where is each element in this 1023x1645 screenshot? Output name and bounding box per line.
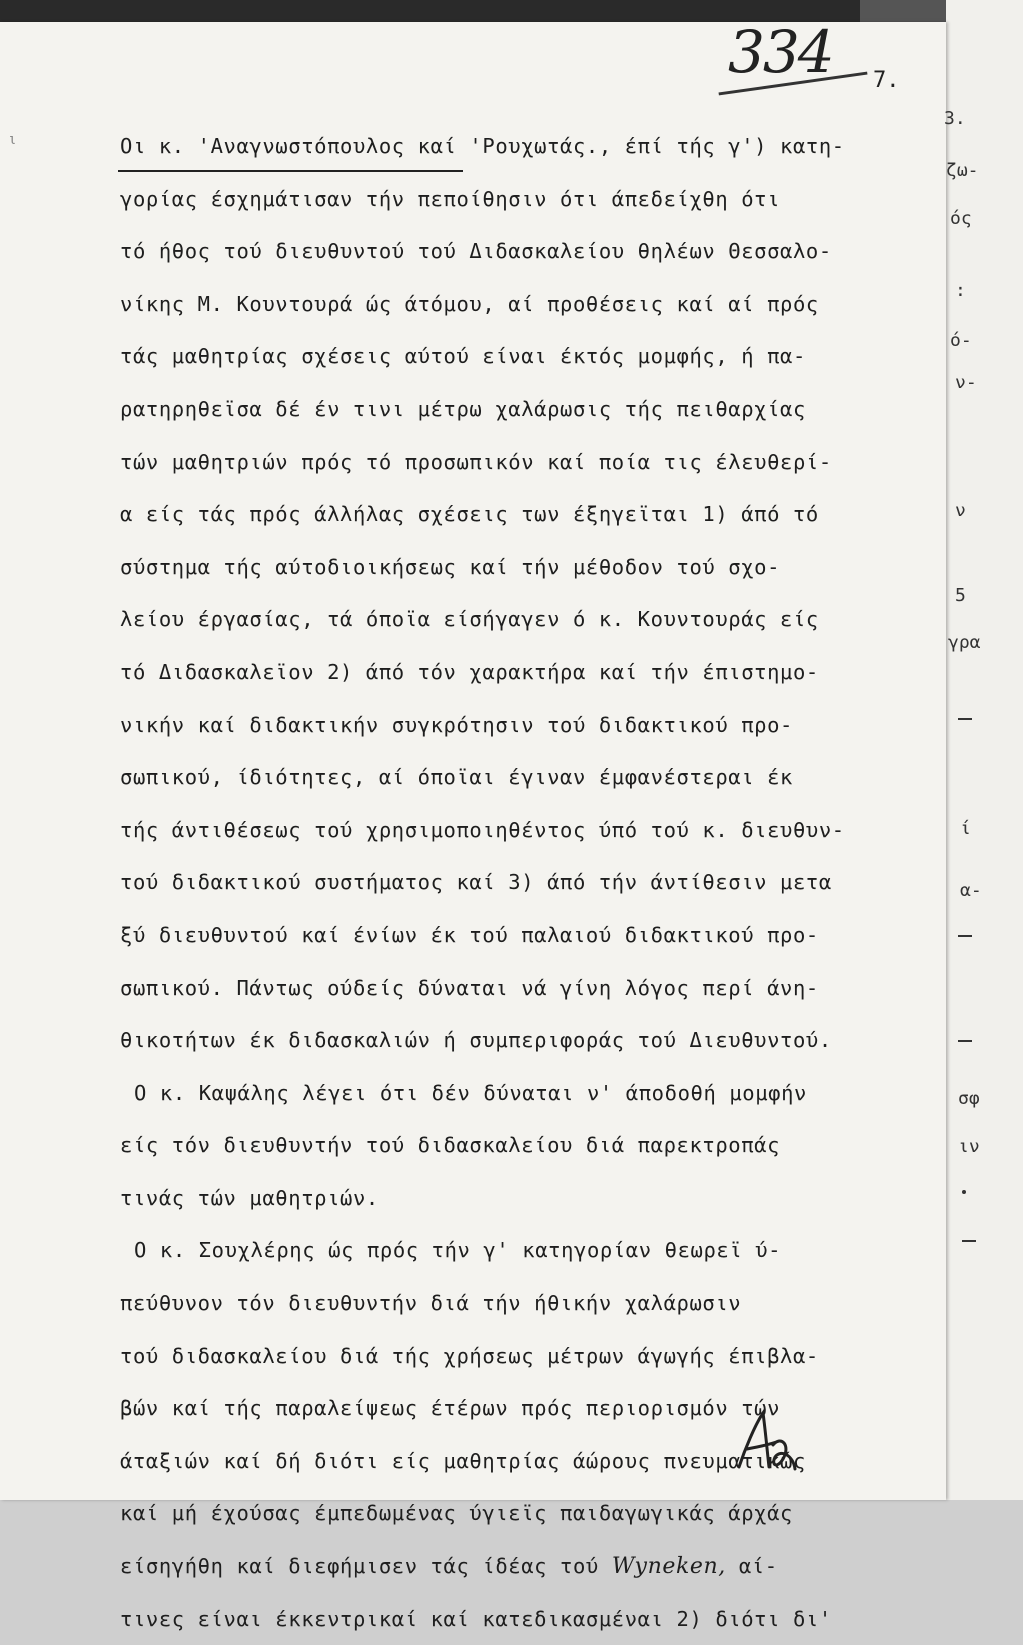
- margin-fragment: ί: [960, 818, 971, 839]
- text-line: σωπικού. Πάντως ούδείς δύναται νά γίνη λόγος περί άνη-: [120, 975, 819, 1000]
- margin-fragment: ν: [955, 500, 966, 521]
- text-line: νίκης Μ. Κουντουρά ώς άτόμου, αί προθέσεις καί αί πρός: [120, 291, 819, 316]
- text-line: τών μαθητριών πρός τό προσωπικόν καί ποία τις έλευθερί-: [120, 449, 832, 474]
- text-line: α είς τάς πρός άλλήλας σχέσεις των έξηγεϊται 1) άπό τό: [120, 502, 819, 527]
- text-line-with-handwriting: [120, 1540, 935, 1593]
- text-line: θικοτήτων έκ διδασκαλιών ή συμπεριφοράς τού Διευθυντού.: [120, 1028, 832, 1053]
- margin-fragment: α-: [960, 880, 982, 901]
- text-line: τινάς τών μαθητριών.: [120, 1185, 379, 1210]
- handwritten-page-number: 334: [728, 18, 833, 86]
- text-line: Ο κ. Σουχλέρης ώς πρός τήν γ' κατηγορίαν θεωρεϊ ύ-: [134, 1238, 782, 1263]
- typed-text-body: [120, 120, 935, 1645]
- text-line: καί μή έχούσας έμπεδωμένας ύγιεϊς παιδαγωγικάς άρχάς: [120, 1501, 793, 1526]
- left-margin-mark: ι: [8, 132, 17, 148]
- text-line: τής άντιθέσεως τού χρησιμοποιηθέντος ύπό τού κ. διευθυν-: [120, 817, 845, 842]
- text-line: σωπικού, ίδιότητες, αί όποϊαι έγιναν έμφανέστεραι έκ: [120, 765, 793, 790]
- text-line: νικήν καί διδακτικήν συγκρότησιν τού διδακτικού προ-: [120, 712, 793, 737]
- handwritten-name: Wyneken,: [611, 1554, 726, 1580]
- handwritten-initials: [725, 1405, 805, 1485]
- text-line: πεύθυνον τόν διευθυντήν διά τήν ήθικήν χαλάρωσιν: [120, 1291, 742, 1316]
- margin-fragment: ό-: [950, 330, 972, 351]
- margin-dash: [958, 718, 972, 720]
- margin-dash: [958, 935, 972, 937]
- text-line: τού διδακτικού συστήματος καί 3) άπό τήν άντίθεσιν μετα: [120, 870, 832, 895]
- text-line: Οι κ. 'Αναγνωστόπουλος καί 'Ρουχωτάς., έπί τής γ') κατη-: [120, 134, 845, 158]
- typed-page-number: 7.: [873, 68, 900, 93]
- margin-fragment: ν-: [955, 372, 977, 393]
- text-line-end: αί-: [725, 1554, 778, 1579]
- text-line: τό Διδασκαλεϊον 2) άπό τόν χαρακτήρα καί τήν έπιστημο-: [120, 659, 819, 684]
- scan-top-edge: [0, 0, 1023, 24]
- margin-fragment: ός: [950, 208, 972, 229]
- text-line: ρατηρηθεϊσα δέ έν τινι μέτρω χαλάρωσις τής πειθαρχίας: [120, 396, 806, 421]
- margin-fragment: ιν: [958, 1136, 980, 1157]
- margin-fragment: γρα: [948, 632, 981, 653]
- margin-dot: [962, 1190, 966, 1194]
- text-line: τάς μαθητρίας σχέσεις αύτού είναι έκτός μομφής, ή πα-: [120, 344, 806, 369]
- text-line: γορίας έσχημάτισαν τήν πεποίθησιν ότι άπεδείχθη ότι: [120, 186, 781, 211]
- margin-fragment: :: [955, 280, 966, 301]
- text-line: ξύ διευθυντού καί ένίων έκ τού παλαιού διδακτικού προ-: [120, 922, 819, 947]
- margin-fragment: σφ: [958, 1088, 980, 1109]
- text-line: τού διδασκαλείου διά τής χρήσεως μέτρων άγωγής έπιβλα-: [120, 1343, 819, 1368]
- text-line: λείου έργασίας, τά όποϊα είσήγαγεν ό κ. Κουντουράς είς: [120, 607, 819, 632]
- text-line: είς τόν διευθυντήν τού διδασκαλείου διά παρεκτροπάς: [120, 1133, 781, 1158]
- text-line: Ο κ. Καψάλης λέγει ότι δέν δύναται ν' άποδοθή μομφήν: [134, 1080, 807, 1105]
- text-line: άταξιών καί δή διότι είς μαθητρίας άώρους πνευματικώς: [120, 1448, 806, 1473]
- margin-fragment: 5: [955, 585, 966, 606]
- margin-fragment: ζω-: [946, 160, 979, 181]
- text-line: τό ήθος τού διευθυντού τού Διδασκαλείου θηλέων Θεσσαλο-: [120, 239, 832, 264]
- text-line: τινες είναι έκκεντρικαί καί κατεδικασμέναι 2) διότι δι': [120, 1606, 832, 1631]
- text-line: σύστημα τής αύτοδιοικήσεως καί τήν μέθοδον τού σχο-: [120, 554, 781, 579]
- text-line-start: είσηγήθη καί διεφήμισεν τάς ίδέας τού: [120, 1554, 599, 1579]
- margin-dash: [958, 1040, 972, 1042]
- margin-fragment: 3.: [944, 108, 966, 129]
- margin-dash: [962, 1240, 976, 1242]
- text-line: βών καί τής παραλείψεως έτέρων πρός περιορισμόν τών: [120, 1396, 781, 1421]
